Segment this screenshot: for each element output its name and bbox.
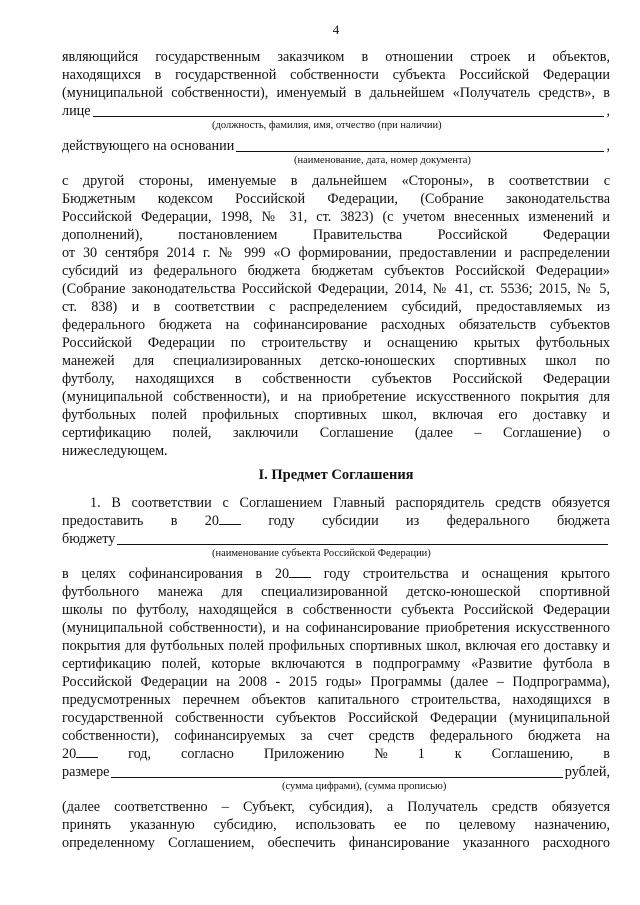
text-line [62,565,610,583]
text-line: сертификацию полей, которые включаются в подпрограмму «Развитие футбола в [62,656,610,672]
text-line: являющийся государственным заказчиком в отношении строек и объектов, [62,49,610,65]
word: № [374,746,388,762]
word: году [268,513,295,529]
text-line: Российской Федерации, 1998, № 31, ст. 3823) (с учетом внесенных изменений и [62,209,610,225]
text-line: (Собрание законодательства Российской Федерации, 2014, № 41, ст. 5536; 2015, № 5, [62,281,610,297]
text-line: покрытия для футбольных полей профильных спортивных школ, включая его доставку и [62,638,610,654]
text-line: определенному Соглашением, обеспечить финансирование указанного расходного [62,835,610,851]
amount-row [62,763,610,781]
year-field [205,512,241,530]
osnov-row [62,137,610,155]
budget-row [62,530,610,548]
lico-caption: (должность, фамилия, имя, отчество (при наличии) [212,120,442,131]
word: согласно [181,746,234,762]
page-number: 4 [332,22,340,37]
year-blank [289,565,311,578]
text-line: собственности), софинансируемых за счет средств федерального бюджета на [62,728,610,744]
year-prefix: 20 [62,746,77,762]
word: в [170,513,178,529]
word: бюджета [557,513,610,529]
text-line: манежей для специализированных детско-юношеских спортивных школ по [62,353,610,369]
text-line: (муниципальной собственности), именуемый в дальнейшем «Получатель средств», в [62,85,610,101]
text-line: (далее соответственно – Субъект, субсидия), а Получатель средств обязуется [62,799,610,815]
text-line: Российской Федерации на 2008 - 2015 годы» Программы (далее – Подпрограмма), [62,674,610,690]
word: 1 [417,746,425,762]
text-segment: году строительства и оснащения крытого [323,566,610,582]
provide-line [62,512,610,530]
year-blank [76,745,98,758]
lico-row [62,102,610,120]
text-line: федерального бюджета на софинансирование расходных обязательств субъектов [62,317,610,333]
text-line: сертификацию полей, заключили Соглашение (далее – Соглашение) о [62,425,610,441]
text-line: футболу, находящихся в собственности субъектов Российской Федерации [62,371,610,387]
word: год, [128,746,152,762]
osnov-blank-line [236,138,604,152]
budget-label: бюджету [62,531,116,547]
document-page [62,22,610,852]
amount-label: размере [62,764,110,780]
word: федерального [446,513,530,529]
word: предоставить [62,513,144,529]
text-line: футбольных полей профильных спортивных школ, включая его доставку и [62,407,610,423]
text-line: Бюджетным кодексом Российской Федерации, (Собрание законодательства [62,191,610,207]
lico-end: , [606,103,610,119]
text-line: от 30 сентября 2014 г. № 999 «О формировании, предоставлении и распределении [62,245,610,261]
year-prefix: 20 [204,513,219,529]
osnov-caption: (наименование, дата, номер документа) [294,155,471,166]
text-line: дополнений), постановлением Правительства Российской Федерации [62,227,610,243]
word: в [603,746,610,762]
text-line: ст. 838) и в соответствии с распределением субсидий, предоставляемых из [62,299,610,315]
text-segment: в целях софинансирования в 20 [62,566,290,582]
lico-blank-line [93,103,605,117]
text-line: субсидий из федерального бюджета бюджетам субъектов Российской Федерации» [62,263,610,279]
section-heading: I. Предмет Соглашения [258,467,414,483]
amount-end: рублей, [564,764,610,780]
text-line: принять указанную субсидию, использовать ее по целевому назначению, [62,817,610,833]
word: Соглашению, [491,746,574,762]
text-line: Российской Федерации по строительству и оснащению крытых футбольных [62,335,610,351]
year-field [62,745,98,763]
text-line: школы по футболу, находящейся в собственности субъекта Российской Федерации [62,602,610,618]
text-line: государственной собственности субъектов Российской Федерации (муниципальной [62,710,610,726]
word: из [406,513,420,529]
text-line: предусмотренных перечнем объектов капитального строительства, находящихся в [62,692,610,708]
word: субсидии [322,513,379,529]
text-line: (муниципальной собственности), и на приобретение искусственного покрытия для [62,389,610,405]
text-line: с другой стороны, именуемые в дальнейшем «Стороны», в соответствии с [62,173,610,189]
text-line: нижеследующем. [62,443,168,459]
year-blank [219,512,241,525]
word: к [454,746,462,762]
text-line: 1. В соответствии с Соглашением Главный распорядитель средств обязуется [90,495,610,511]
text-line: футбольного манежа для специализированной детско-юношеской спортивной [62,584,610,600]
word: Приложению [263,746,345,762]
amount-blank-line [111,764,562,778]
osnov-label: действующего на основании [62,138,235,154]
lico-label: лице [62,103,91,119]
osnov-end: , [606,138,610,154]
text-line: (муниципальной собственности), и на софинансирование приобретения искусственного [62,620,610,636]
budget-caption: (наименование субъекта Российской Федерации) [212,548,431,559]
text-line: находящихся в государственной собственности субъекта Российской Федерации [62,67,610,83]
budget-blank-line [117,531,608,545]
year-line [62,745,610,763]
amount-caption: (сумма цифрами), (сумма прописью) [282,781,447,792]
